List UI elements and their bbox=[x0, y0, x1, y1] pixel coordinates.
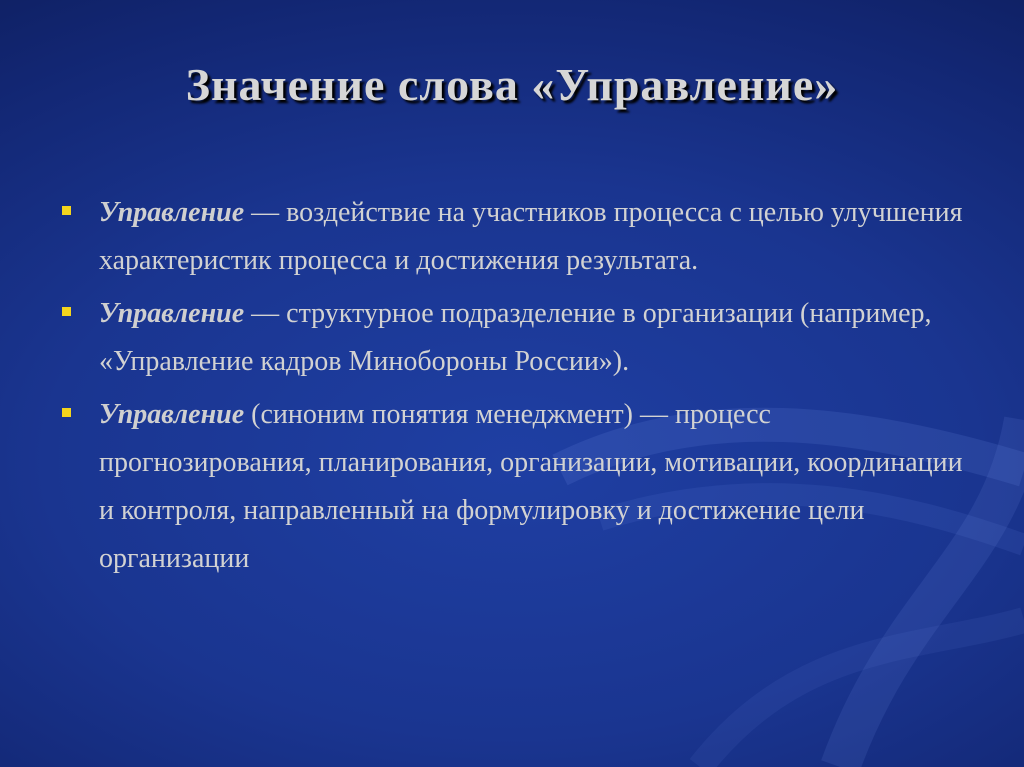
slide-title: Значение слова «Управление» bbox=[185, 59, 839, 110]
bullet-term: Управление bbox=[99, 399, 245, 430]
bullet-term: Управление bbox=[99, 298, 245, 329]
square-bullet-icon bbox=[62, 408, 71, 417]
bullet-text: — структурное подразделение в организации (например, «Управление кадров Минобороны России»). bbox=[99, 298, 932, 377]
bullet-item bbox=[62, 290, 967, 386]
bullet-item bbox=[62, 391, 967, 583]
bullet-text: — воздействие на участников процесса с целью улучшения характеристик процесса и достижения результата. bbox=[99, 197, 963, 276]
bullet-list bbox=[62, 189, 967, 588]
bullet-text: (синоним понятия менеджмент) — процесс прогнозирования, планирования, организации, мотивации, координации и контроля, направленный на формулировку и достижение цели организации bbox=[99, 399, 963, 574]
bullet-term: Управление bbox=[99, 197, 245, 228]
bullet-item bbox=[62, 189, 967, 285]
square-bullet-icon bbox=[62, 206, 71, 215]
square-bullet-icon bbox=[62, 307, 71, 316]
